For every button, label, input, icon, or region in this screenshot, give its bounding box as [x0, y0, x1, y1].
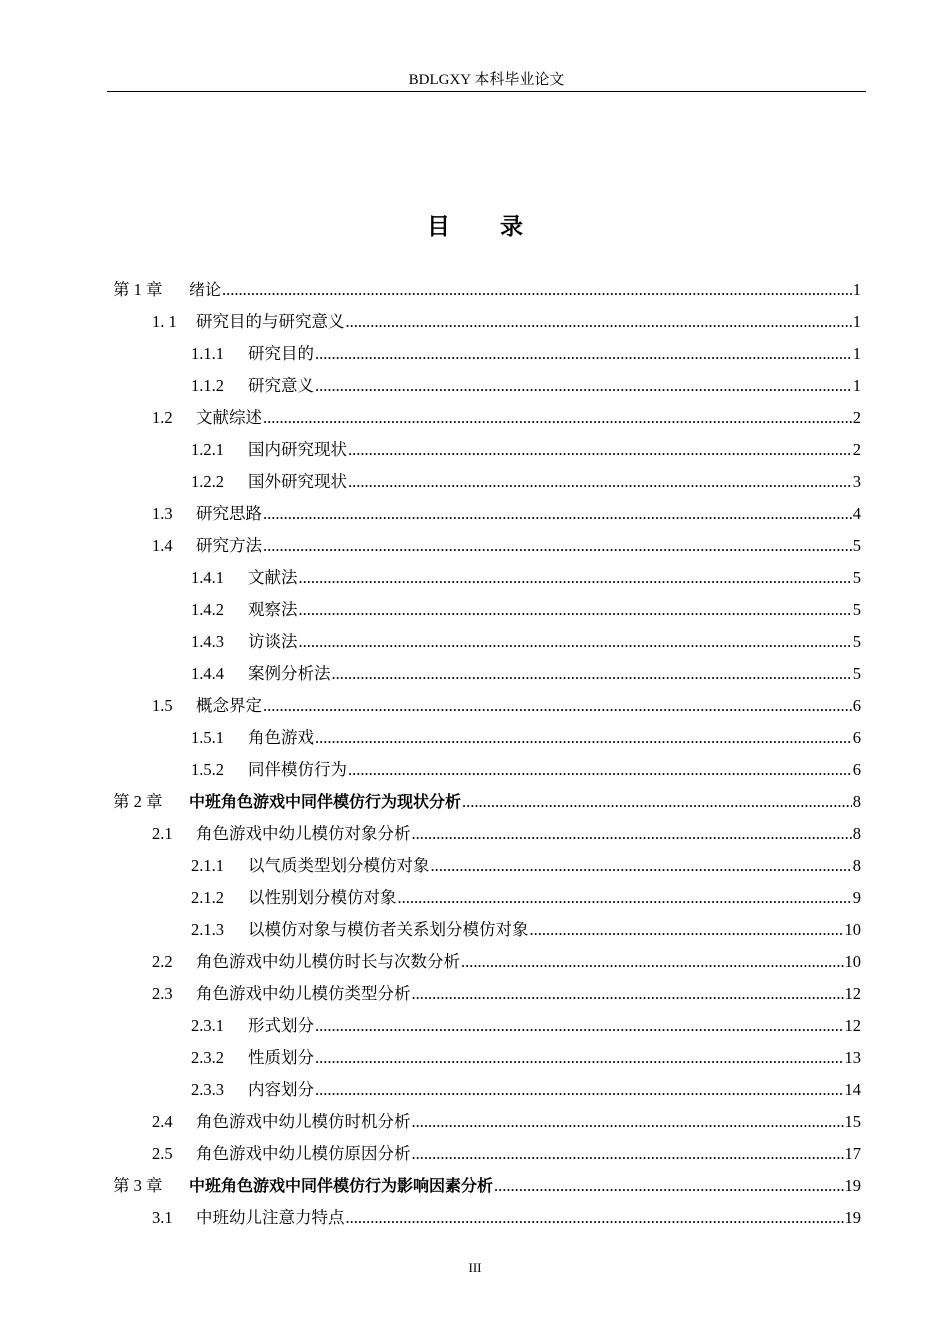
toc-entry-number: 1.5.2: [191, 760, 224, 779]
toc-entry[interactable]: [152, 498, 861, 530]
toc-entry-title: 角色游戏中幼儿模仿时机分析: [196, 1112, 411, 1131]
toc-entry-number: 1.5.1: [191, 728, 224, 747]
toc-entry-page: 10: [844, 920, 861, 939]
toc-entry[interactable]: [191, 466, 861, 498]
toc-leader-dots: [263, 690, 852, 722]
toc-entry-number: 1.4.4: [191, 664, 224, 683]
toc-leader-dots: [346, 1202, 844, 1234]
toc-entry[interactable]: [113, 274, 861, 306]
toc-entry-page: 6: [852, 696, 861, 715]
toc-entry[interactable]: [152, 530, 861, 562]
toc-entry[interactable]: [191, 562, 861, 594]
toc-entry-number: 1.4.1: [191, 568, 224, 587]
toc-entry[interactable]: [191, 722, 861, 754]
toc-entry-page: 9: [852, 888, 861, 907]
toc-entry-number: 2.2: [152, 952, 173, 971]
header-rule: [107, 91, 866, 92]
toc-entry-number: 第 3 章: [113, 1176, 163, 1195]
toc-leader-dots: [299, 626, 852, 658]
toc-entry-number: 1.2: [152, 408, 173, 427]
toc-entry-title: 性质划分: [248, 1048, 314, 1067]
toc-title: [0, 210, 950, 244]
toc-leader-dots: [263, 530, 852, 562]
toc-entry-number: 2.1.3: [191, 920, 224, 939]
toc-entry[interactable]: [152, 978, 861, 1010]
toc-entry[interactable]: [152, 1138, 861, 1170]
toc-entry[interactable]: [191, 882, 861, 914]
toc-entry-title: 形式划分: [248, 1016, 314, 1035]
toc-leader-dots: [332, 658, 852, 690]
toc-entry-title: 以模仿对象与模仿者关系划分模仿对象: [248, 920, 529, 939]
toc-entry-title: 概念界定: [196, 696, 262, 715]
toc-entry-page: 14: [844, 1080, 861, 1099]
toc-entry-page: 2: [852, 408, 861, 427]
toc-entry-page: 8: [852, 792, 861, 811]
toc-entry-title: 研究思路: [196, 504, 262, 523]
toc-entry[interactable]: [113, 1170, 861, 1202]
toc-entry[interactable]: [191, 1010, 861, 1042]
toc-entry-title: 文献综述: [196, 408, 262, 427]
toc-entry-number: 第 2 章: [113, 792, 163, 811]
toc-entry-title: 研究目的与研究意义: [196, 312, 345, 331]
toc-leader-dots: [263, 498, 852, 530]
toc-leader-dots: [346, 306, 852, 338]
toc-entry-title: 国内研究现状: [248, 440, 347, 459]
toc-entry[interactable]: [152, 1202, 861, 1234]
toc-entry-title: 研究目的: [248, 344, 314, 363]
toc-entry[interactable]: [191, 434, 861, 466]
toc-entry-number: 1.1.2: [191, 376, 224, 395]
toc-entry[interactable]: [152, 1106, 861, 1138]
toc-entry-page: 12: [844, 984, 861, 1003]
toc-leader-dots: [222, 274, 852, 306]
toc-entry[interactable]: [152, 306, 861, 338]
toc-entry[interactable]: [191, 1074, 861, 1106]
toc-title-right: 录: [500, 214, 523, 240]
toc-entry-title: 角色游戏: [248, 728, 314, 747]
toc-entry[interactable]: [191, 594, 861, 626]
toc-entry-page: 17: [844, 1144, 861, 1163]
toc-leader-dots: [461, 946, 844, 978]
toc-entry-title: 以气质类型划分模仿对象: [248, 856, 430, 875]
toc-entry-page: 3: [852, 472, 861, 491]
toc-entry-number: 2.3.3: [191, 1080, 224, 1099]
toc-entry-title: 案例分析法: [248, 664, 331, 683]
toc-entry[interactable]: [191, 370, 861, 402]
toc-leader-dots: [315, 370, 852, 402]
toc-entry[interactable]: [191, 914, 861, 946]
toc-entry[interactable]: [152, 690, 861, 722]
toc-entry-page: 12: [844, 1016, 861, 1035]
toc-entry-page: 5: [852, 600, 861, 619]
toc-entry-number: 3.1: [152, 1208, 173, 1227]
toc-entry[interactable]: [191, 658, 861, 690]
toc-entry-title: 内容划分: [248, 1080, 314, 1099]
toc-leader-dots: [315, 1010, 844, 1042]
toc-entry-page: 8: [852, 824, 861, 843]
toc-entry-page: 1: [852, 312, 861, 331]
toc-entry-title: 研究方法: [196, 536, 262, 555]
toc-entry-number: 2.3.2: [191, 1048, 224, 1067]
toc-entry-title: 以性别划分模仿对象: [248, 888, 397, 907]
toc-entry-page: 19: [844, 1176, 861, 1195]
toc-leader-dots: [494, 1170, 843, 1202]
toc-leader-dots: [348, 434, 852, 466]
toc-entry-title: 研究意义: [248, 376, 314, 395]
toc-leader-dots: [530, 914, 844, 946]
toc-entry-number: 2.5: [152, 1144, 173, 1163]
toc-leader-dots: [315, 1074, 844, 1106]
toc-entry-page: 6: [852, 760, 861, 779]
toc-entry-title: 同伴模仿行为: [248, 760, 347, 779]
toc-entry[interactable]: [113, 786, 861, 818]
toc-leader-dots: [315, 1042, 844, 1074]
toc-entry-number: 1.5: [152, 696, 173, 715]
toc-entry-number: 1.2.1: [191, 440, 224, 459]
toc-entry-title: 观察法: [248, 600, 298, 619]
toc-leader-dots: [431, 850, 852, 882]
toc-entry-title: 角色游戏中幼儿模仿对象分析: [196, 824, 411, 843]
toc-leader-dots: [348, 754, 852, 786]
toc-entry[interactable]: [191, 626, 861, 658]
toc-leader-dots: [315, 722, 852, 754]
toc-entry-number: 1.1.1: [191, 344, 224, 363]
toc-entry-number: 1.2.2: [191, 472, 224, 491]
toc-entry-title: 角色游戏中幼儿模仿时长与次数分析: [196, 952, 460, 971]
toc-entry-number: 2.4: [152, 1112, 173, 1131]
toc-entry-number: 2.1: [152, 824, 173, 843]
toc-leader-dots: [299, 594, 852, 626]
toc-entry-page: 5: [852, 632, 861, 651]
toc-entry-number: 1.4.2: [191, 600, 224, 619]
toc-leader-dots: [412, 1138, 844, 1170]
toc-leader-dots: [412, 1106, 844, 1138]
toc-leader-dots: [412, 818, 852, 850]
toc-entry-page: 4: [852, 504, 861, 523]
toc-leader-dots: [263, 402, 852, 434]
toc-entry-title: 国外研究现状: [248, 472, 347, 491]
toc-entry[interactable]: [191, 1042, 861, 1074]
toc-entry-number: 第 1 章: [113, 280, 163, 299]
toc-entry-page: 10: [844, 952, 861, 971]
toc-entry-number: 2.1.1: [191, 856, 224, 875]
toc-leader-dots: [398, 882, 852, 914]
toc-entry-number: 2.3.1: [191, 1016, 224, 1035]
toc-entry-page: 19: [844, 1208, 861, 1227]
toc-leader-dots: [315, 338, 852, 370]
toc-entry-number: 1.4.3: [191, 632, 224, 651]
toc-entry-page: 6: [852, 728, 861, 747]
toc-leader-dots: [412, 978, 844, 1010]
toc-entry-title: 中班角色游戏中同伴模仿行为现状分析: [189, 792, 462, 811]
toc-entry-title: 中班角色游戏中同伴模仿行为影响因素分析: [189, 1176, 494, 1195]
toc-entry-number: 1.3: [152, 504, 173, 523]
toc-entry-title: 中班幼儿注意力特点: [196, 1208, 345, 1227]
toc-entry-page: 15: [844, 1112, 861, 1131]
toc-entry-page: 5: [852, 536, 861, 555]
toc-entry-page: 5: [852, 568, 861, 587]
toc-entry[interactable]: [152, 818, 861, 850]
toc-entry[interactable]: [191, 338, 861, 370]
toc-entry-number: 2.3: [152, 984, 173, 1003]
toc-entry-title: 文献法: [248, 568, 298, 587]
toc-title-left: 目: [427, 214, 450, 240]
toc-entry-title: 绪论: [189, 280, 222, 299]
toc-entry-number: 2.1.2: [191, 888, 224, 907]
toc-entry-title: 角色游戏中幼儿模仿原因分析: [196, 1144, 411, 1163]
page-header: BDLGXY 本科毕业论文: [408, 72, 565, 88]
toc-entry-page: 5: [852, 664, 861, 683]
toc-entry-page: 8: [852, 856, 861, 875]
toc-entry[interactable]: [152, 402, 861, 434]
toc-leader-dots: [348, 466, 852, 498]
toc-entry[interactable]: [152, 946, 861, 978]
toc-entry-page: 1: [852, 344, 861, 363]
page-number: III: [468, 1260, 482, 1275]
toc-entry-page: 2: [852, 440, 861, 459]
toc-leader-dots: [462, 786, 852, 818]
toc-entry-number: 1.4: [152, 536, 173, 555]
toc-entry-title: 访谈法: [248, 632, 298, 651]
toc-leader-dots: [299, 562, 852, 594]
toc-entry-number: 1. 1: [152, 312, 177, 331]
toc-entry-title: 角色游戏中幼儿模仿类型分析: [196, 984, 411, 1003]
toc-entry[interactable]: [191, 850, 861, 882]
toc-entry-page: 13: [844, 1048, 861, 1067]
toc-entry-page: 1: [852, 376, 861, 395]
toc-entry-page: 1: [852, 280, 861, 299]
toc-entry[interactable]: [191, 754, 861, 786]
